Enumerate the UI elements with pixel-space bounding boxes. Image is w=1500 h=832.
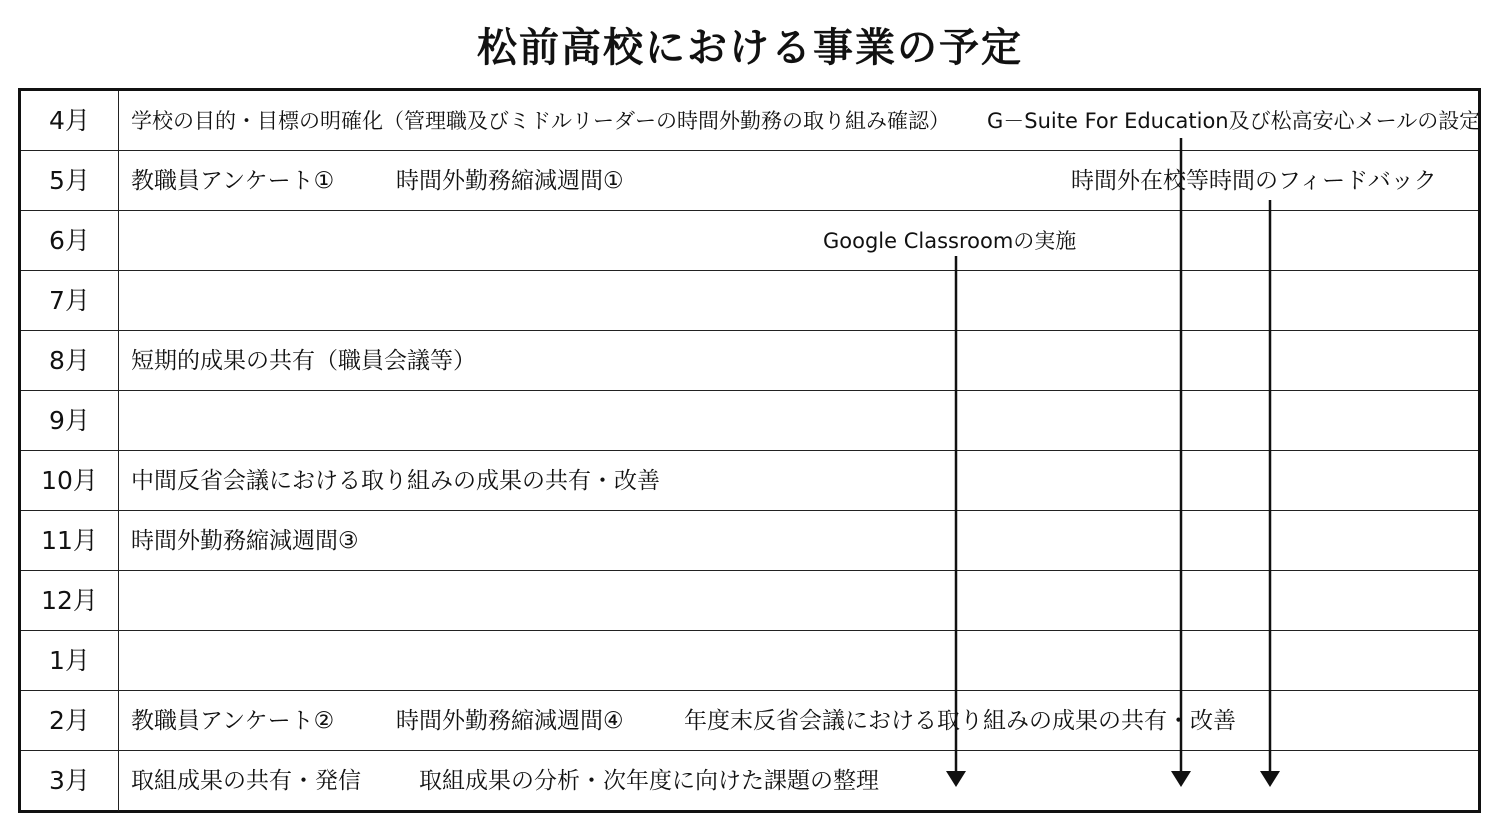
plan-text: 教職員アンケート① — [131, 168, 335, 194]
plan-cell — [119, 571, 1478, 631]
month-cell: 7月 — [21, 271, 119, 331]
plan-text: Google Classroomの実施 — [823, 229, 1077, 253]
plan-cell — [119, 751, 1478, 811]
month-cell: 11月 — [21, 511, 119, 571]
plan-cell — [119, 631, 1478, 691]
table-row — [21, 271, 1478, 331]
table-row — [21, 751, 1478, 810]
month-cell: 3月 — [21, 751, 119, 811]
month-cell: 12月 — [21, 571, 119, 631]
plan-cell — [119, 691, 1478, 751]
plan-text: 教職員アンケート② — [131, 708, 335, 734]
table-row — [21, 391, 1478, 451]
plan-cell — [119, 151, 1478, 211]
month-cell: 6月 — [21, 211, 119, 271]
plan-cell — [119, 211, 1478, 271]
month-cell: 9月 — [21, 391, 119, 451]
table-row — [21, 511, 1478, 571]
table-row — [21, 91, 1481, 151]
plan-cell — [119, 271, 1478, 331]
plan-text: 時間外在校等時間のフィードバック — [1071, 168, 1437, 194]
table-row — [21, 631, 1478, 691]
month-cell: 5月 — [21, 151, 119, 211]
plan-text: 学校の目的・目標の明確化（管理職及びミドルリーダーの時間外勤務の取り組み確認） — [131, 109, 950, 133]
plan-text: 時間外勤務縮減週間④ — [396, 708, 624, 734]
plan-text: 取組成果の分析・次年度に向けた課題の整理 — [419, 768, 879, 794]
plan-text: G－Suite For Education及び松高安心メールの設定 — [987, 109, 1481, 133]
month-cell: 4月 — [21, 91, 119, 151]
table-row — [21, 451, 1478, 511]
plan-text: 年度末反省会議における取り組みの成果の共有・改善 — [684, 708, 1236, 734]
table-row — [21, 331, 1478, 391]
plan-text: 取組成果の共有・発信 — [131, 768, 361, 794]
plan-text: 中間反省会議における取り組みの成果の共有・改善 — [131, 468, 660, 494]
plan-text: 短期的成果の共有（職員会議等） — [131, 348, 476, 374]
schedule-table — [18, 88, 1481, 813]
plan-cell — [119, 511, 1478, 571]
table-row — [21, 571, 1478, 631]
month-cell: 1月 — [21, 631, 119, 691]
plan-cell — [119, 91, 1481, 151]
month-cell: 10月 — [21, 451, 119, 511]
plan-cell — [119, 391, 1478, 451]
month-cell: 2月 — [21, 691, 119, 751]
table-row — [21, 211, 1478, 271]
table-row — [21, 691, 1478, 751]
table-row — [21, 151, 1478, 211]
plan-text: 時間外勤務縮減週間③ — [131, 528, 359, 554]
plan-text: 時間外勤務縮減週間① — [396, 168, 624, 194]
plan-cell — [119, 331, 1478, 391]
month-cell: 8月 — [21, 331, 119, 391]
plan-cell — [119, 451, 1478, 511]
page-title: 松前高校における事業の予定 — [477, 25, 1023, 71]
